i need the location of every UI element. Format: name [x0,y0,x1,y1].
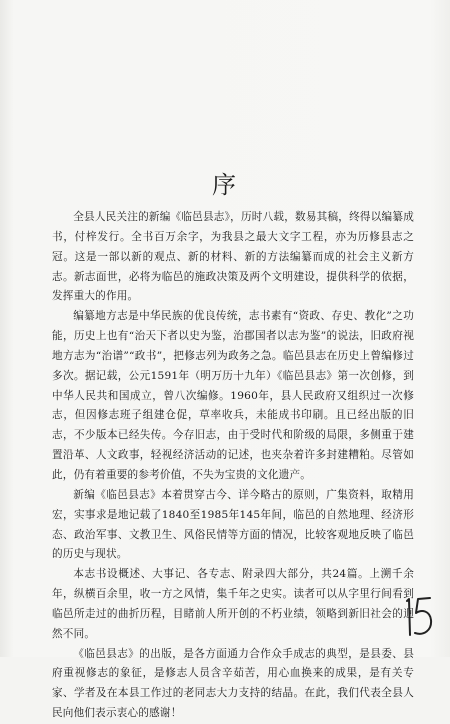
paragraph-5: 《临邑县志》的出版，是各方面通力合作众手成志的典型，是县委、县府重视修志的象征，是修志人员含辛茹苦，用心血换来的成果，是有关专家、学者及在本县工作过的老同志大力支持的结晶。在此，我们代表全县人民向他们表示衷心的感谢！ [52,647,414,720]
page-title: 序 [212,171,238,199]
paragraph-2: 编纂地方志是中华民族的优良传统，志书素有“资政、存史、教化”之功能，历史上也有“治天下者以史为鉴，治郡国者以志为鉴”的说法，旧政府视地方志为“治谱”“政书”，把修志列为政务之急。临邑县志在历史上曾编修过多次。据记载，公元1591年（明万历十九年）《临邑县志》第一次创修，到中华人民共和国成立，曾八次编修。1960年，县人民政府又组织过一次修志，但因修志班子组建仓促，草率收兵，未能成书印刷。且已经出版的旧志，不少版本已经失传。今存旧志，由于受时代和阶级的局限，多侧重于建置沿革、人文政事，轻视经济活动的记述，也夹杂着许多封建糟粕。尽管如此，仍有着重要的参考价值，不失为宝贵的文化遗产。 [52,310,414,481]
handwritten-page-mark [400,591,436,639]
paragraph-3: 新编《临邑县志》本着贯穿古今、详今略古的原则，广集资料，取精用宏，实事求是地记载了1840至1985年145年间，临邑的自然地理、经济形态、政治军事、文教卫生、风俗民情等方面的情况，比较客观地反映了临邑的历史与现状。 [52,488,414,561]
paragraph-1: 全县人民关注的新编《临邑县志》，历时八载，数易其稿，终得以编纂成书，付梓发行。全书百万余字，为我县之最大文字工程，亦为历修县志之冠。这是一部以新的观点、新的材料、新的方法编纂而成的社会主义新方志。新志面世，必将为临邑的施政决策及两个文明建设，提供科学的依据，发挥重大的作用。 [52,211,414,303]
preface-body [52,208,414,724]
paragraph-4: 本志书设概述、大事记、各专志、附录四大部分，共24篇。上溯千余年，纵横百余里，收一方之风情，集千年之史实。读者可以从字里行间看到临邑所走过的曲折历程，目睹前人所开创的不朽业绩，领略到新旧社会的迥然不同。 [52,568,414,640]
